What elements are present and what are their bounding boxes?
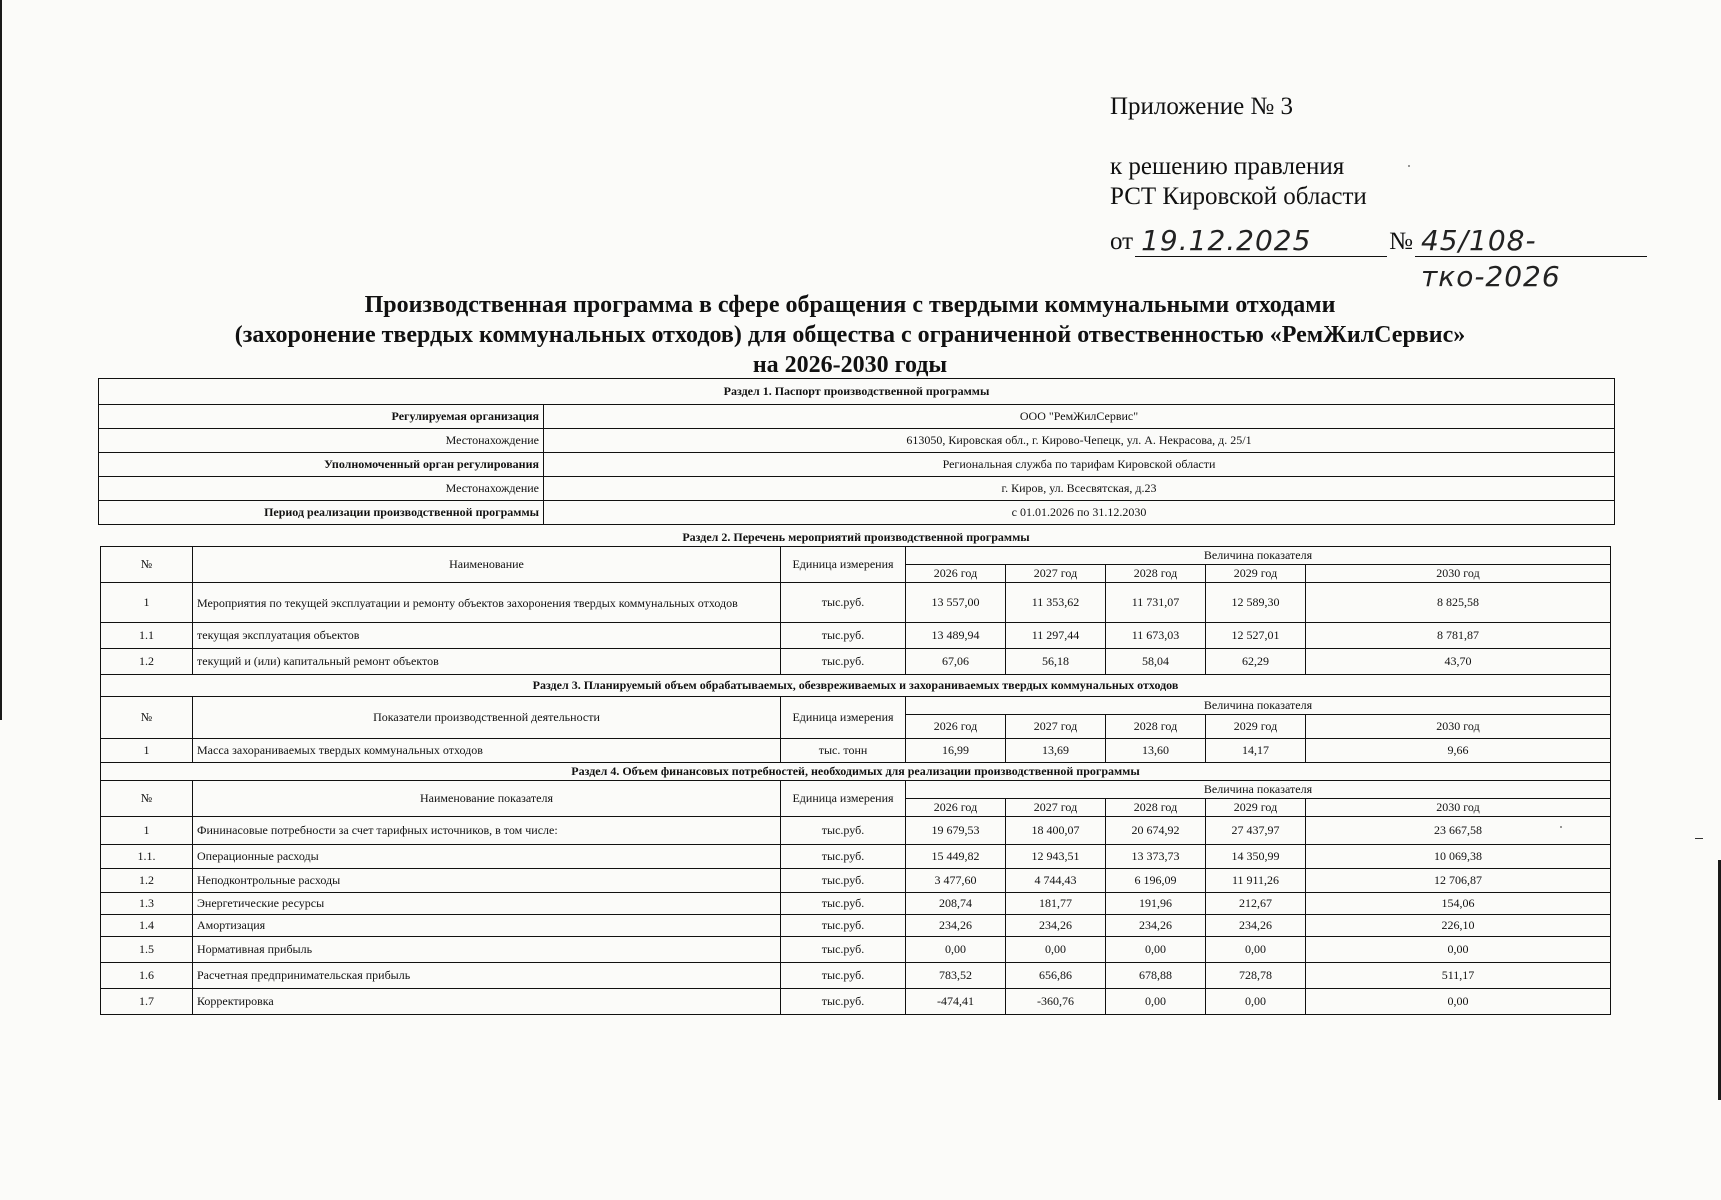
row-value: 11 911,26 <box>1206 869 1306 893</box>
row-no: 1.7 <box>101 989 193 1015</box>
annex-signature-line <box>1110 224 1647 293</box>
row-name: Корректировка <box>193 989 781 1015</box>
row-value: 56,18 <box>1006 649 1106 675</box>
row-name: Энергетические ресурсы <box>193 893 781 915</box>
row-value: 3 477,60 <box>906 869 1006 893</box>
row-name: Неподконтрольные расходы <box>193 869 781 893</box>
year-header: 2030 год <box>1306 565 1611 583</box>
row-no: 1.2 <box>101 649 193 675</box>
row-value: 728,78 <box>1206 963 1306 989</box>
col-name: Показатели производственной деятельности <box>193 697 781 739</box>
number-prefix: № <box>1389 228 1413 255</box>
row-value: 19 679,53 <box>906 817 1006 845</box>
row-name: Фининасовые потребности за счет тарифных источников, в том числе: <box>193 817 781 845</box>
row-value: 11 297,44 <box>1006 623 1106 649</box>
row-value: 0,00 <box>906 937 1006 963</box>
row-value: 4 744,43 <box>1006 869 1106 893</box>
table-row <box>101 869 1611 893</box>
row-value: 12 527,01 <box>1206 623 1306 649</box>
row-value: 0,00 <box>1306 989 1611 1015</box>
row-value: 9,66 <box>1306 739 1611 763</box>
row-no: 1 <box>101 817 193 845</box>
row-value: 20 674,92 <box>1106 817 1206 845</box>
row-value: 12 706,87 <box>1306 869 1611 893</box>
row-value: 11 731,07 <box>1106 583 1206 623</box>
year-header: 2026 год <box>906 799 1006 817</box>
row-value: 18 400,07 <box>1006 817 1106 845</box>
year-header: 2027 год <box>1006 799 1106 817</box>
row-value: 208,74 <box>906 893 1006 915</box>
year-header: 2030 год <box>1306 715 1611 739</box>
row-name: Амортизация <box>193 915 781 937</box>
row-unit: тыс.руб. <box>781 963 906 989</box>
row-value: 0,00 <box>1206 937 1306 963</box>
table-row <box>101 623 1611 649</box>
row-value: 191,96 <box>1106 893 1206 915</box>
row-unit: тыс.руб. <box>781 649 906 675</box>
row-value: 0,00 <box>1206 989 1306 1015</box>
section3-header: Раздел 3. Планируемый объем обрабатываемых, обезвреживаемых и захораниваемых твердых коммунальных отходов <box>101 675 1611 697</box>
col-value: Величина показателя <box>906 697 1611 715</box>
s1-value: Региональная служба по тарифам Кировской области <box>544 453 1615 477</box>
title-line3: на 2026-2030 годы <box>752 352 948 378</box>
row-value: -474,41 <box>906 989 1006 1015</box>
row-no: 1 <box>101 583 193 623</box>
row-no: 1.1. <box>101 845 193 869</box>
annex-title: Приложение № 3 <box>1110 93 1294 120</box>
col-unit: Единица измерения <box>781 781 906 817</box>
s1-value: с 01.01.2026 по 31.12.2030 <box>544 501 1615 525</box>
row-name: текущая эксплуатация объектов <box>193 623 781 649</box>
document-title <box>130 290 1570 380</box>
col-no: № <box>101 697 193 739</box>
row-no: 1.4 <box>101 915 193 937</box>
row-unit: тыс.руб. <box>781 937 906 963</box>
row-value: 783,52 <box>906 963 1006 989</box>
row-value: 62,29 <box>1206 649 1306 675</box>
row-value: 13 489,94 <box>906 623 1006 649</box>
row-value: 656,86 <box>1006 963 1106 989</box>
row-unit: тыс.руб. <box>781 915 906 937</box>
s1-label: Регулируемая организация <box>99 405 544 429</box>
row-value: 154,06 <box>1306 893 1611 915</box>
row-value: 511,17 <box>1306 963 1611 989</box>
row-value: 234,26 <box>906 915 1006 937</box>
row-value: 14 350,99 <box>1206 845 1306 869</box>
col-no: № <box>101 547 193 583</box>
year-header: 2029 год <box>1206 715 1306 739</box>
annex-block <box>1110 92 1647 293</box>
s1-value: 613050, Кировская обл., г. Кирово-Чепецк, ул. А. Некрасова, д. 25/1 <box>544 429 1615 453</box>
year-header: 2027 год <box>1006 565 1106 583</box>
row-name: Операционные расходы <box>193 845 781 869</box>
row-unit: тыс.руб. <box>781 869 906 893</box>
row-value: 8 781,87 <box>1306 623 1611 649</box>
s1-label: Период реализации производственной программы <box>99 501 544 525</box>
row-value: 27 437,97 <box>1206 817 1306 845</box>
row-name: текущий и (или) капитальный ремонт объектов <box>193 649 781 675</box>
row-value: 58,04 <box>1106 649 1206 675</box>
table-row <box>101 649 1611 675</box>
row-unit: тыс.руб. <box>781 845 906 869</box>
col-name: Наименование <box>193 547 781 583</box>
row-name: Мероприятия по текущей эксплуатации и ремонту объектов захоронения твердых коммунальных отходов <box>193 583 781 623</box>
row-unit: тыс.руб. <box>781 623 906 649</box>
row-value: 10 069,38 <box>1306 845 1611 869</box>
title-line1: Производственная программа в сфере обращения с твердыми коммунальными отходами <box>364 292 1336 318</box>
col-value: Величина показателя <box>906 781 1611 799</box>
title-line2: (захоронение твердых коммунальных отходов) для общества с ограниченной отвественностью «РемЖилСервис» <box>234 322 1466 348</box>
year-header: 2028 год <box>1106 565 1206 583</box>
row-value: 678,88 <box>1106 963 1206 989</box>
col-unit: Единица измерения <box>781 547 906 583</box>
row-no: 1.6 <box>101 963 193 989</box>
row-value: 23 667,58 <box>1306 817 1611 845</box>
handwritten-date: 19.12.2025 <box>1141 224 1312 257</box>
row-value: 181,77 <box>1006 893 1106 915</box>
row-value: 12 589,30 <box>1206 583 1306 623</box>
row-value: -360,76 <box>1006 989 1106 1015</box>
row-name: Расчетная предпринимательская прибыль <box>193 963 781 989</box>
year-header: 2026 год <box>906 715 1006 739</box>
s1-label: Местонахождение <box>99 477 544 501</box>
table-row <box>101 937 1611 963</box>
scan-mark <box>1695 838 1703 839</box>
row-value: 11 353,62 <box>1006 583 1106 623</box>
annex-line2: РСТ Кировской области <box>1110 183 1367 210</box>
row-value: 0,00 <box>1106 989 1206 1015</box>
row-value: 43,70 <box>1306 649 1611 675</box>
row-value: 13 557,00 <box>906 583 1006 623</box>
row-value: 6 196,09 <box>1106 869 1206 893</box>
year-header: 2030 год <box>1306 799 1611 817</box>
row-value: 234,26 <box>1206 915 1306 937</box>
row-value: 234,26 <box>1006 915 1106 937</box>
row-value: 0,00 <box>1006 937 1106 963</box>
section2-table <box>100 546 1611 1015</box>
row-unit: тыс.руб. <box>781 893 906 915</box>
row-value: 12 943,51 <box>1006 845 1106 869</box>
table-row <box>101 893 1611 915</box>
year-header: 2026 год <box>906 565 1006 583</box>
col-unit: Единица измерения <box>781 697 906 739</box>
table-row <box>101 583 1611 623</box>
row-value: 15 449,82 <box>906 845 1006 869</box>
year-header: 2027 год <box>1006 715 1106 739</box>
section4-header: Раздел 4. Объем финансовых потребностей, необходимых для реализации производственной программы <box>101 763 1611 781</box>
table-row <box>101 963 1611 989</box>
row-no: 1.5 <box>101 937 193 963</box>
s1-label: Уполномоченный орган регулирования <box>99 453 544 477</box>
col-name: Наименование показателя <box>193 781 781 817</box>
row-unit: тыс.руб. <box>781 583 906 623</box>
section1-header: Раздел 1. Паспорт производственной программы <box>99 379 1615 405</box>
annex-line1: к решению правления <box>1110 153 1345 180</box>
row-name: Масса захораниваемых твердых коммунальных отходов <box>193 739 781 763</box>
row-unit: тыс.руб. <box>781 817 906 845</box>
row-value: 0,00 <box>1306 937 1611 963</box>
row-value: 14,17 <box>1206 739 1306 763</box>
year-header: 2028 год <box>1106 799 1206 817</box>
table-row <box>101 845 1611 869</box>
year-header: 2029 год <box>1206 799 1306 817</box>
year-header: 2028 год <box>1106 715 1206 739</box>
table-row <box>101 915 1611 937</box>
table-row <box>101 817 1611 845</box>
row-no: 1.1 <box>101 623 193 649</box>
row-value: 212,67 <box>1206 893 1306 915</box>
row-unit: тыс. тонн <box>781 739 906 763</box>
handwritten-number: 45/108-тко-2026 <box>1420 224 1561 293</box>
row-value: 13 373,73 <box>1106 845 1206 869</box>
row-value: 16,99 <box>906 739 1006 763</box>
section1-table <box>98 378 1615 525</box>
s1-label: Местонахождение <box>99 429 544 453</box>
row-no: 1 <box>101 739 193 763</box>
table-row <box>101 739 1611 763</box>
row-value: 67,06 <box>906 649 1006 675</box>
row-value: 0,00 <box>1106 937 1206 963</box>
row-value: 13,69 <box>1006 739 1106 763</box>
row-value: 234,26 <box>1106 915 1206 937</box>
year-header: 2029 год <box>1206 565 1306 583</box>
section2-header: Раздел 2. Перечень мероприятий производственной программы <box>682 530 1030 544</box>
row-value: 11 673,03 <box>1106 623 1206 649</box>
row-value: 226,10 <box>1306 915 1611 937</box>
row-value: 13,60 <box>1106 739 1206 763</box>
s1-value: ООО "РемЖилСервис" <box>544 405 1615 429</box>
row-no: 1.3 <box>101 893 193 915</box>
row-value: 8 825,58 <box>1306 583 1611 623</box>
s1-value: г. Киров, ул. Всесвятская, д.23 <box>544 477 1615 501</box>
row-name: Нормативная прибыль <box>193 937 781 963</box>
col-no: № <box>101 781 193 817</box>
table-row <box>101 989 1611 1015</box>
from-prefix: от <box>1110 228 1134 255</box>
row-unit: тыс.руб. <box>781 989 906 1015</box>
row-no: 1.2 <box>101 869 193 893</box>
col-value: Величина показателя <box>906 547 1611 565</box>
scan-edge-left <box>0 0 2 720</box>
